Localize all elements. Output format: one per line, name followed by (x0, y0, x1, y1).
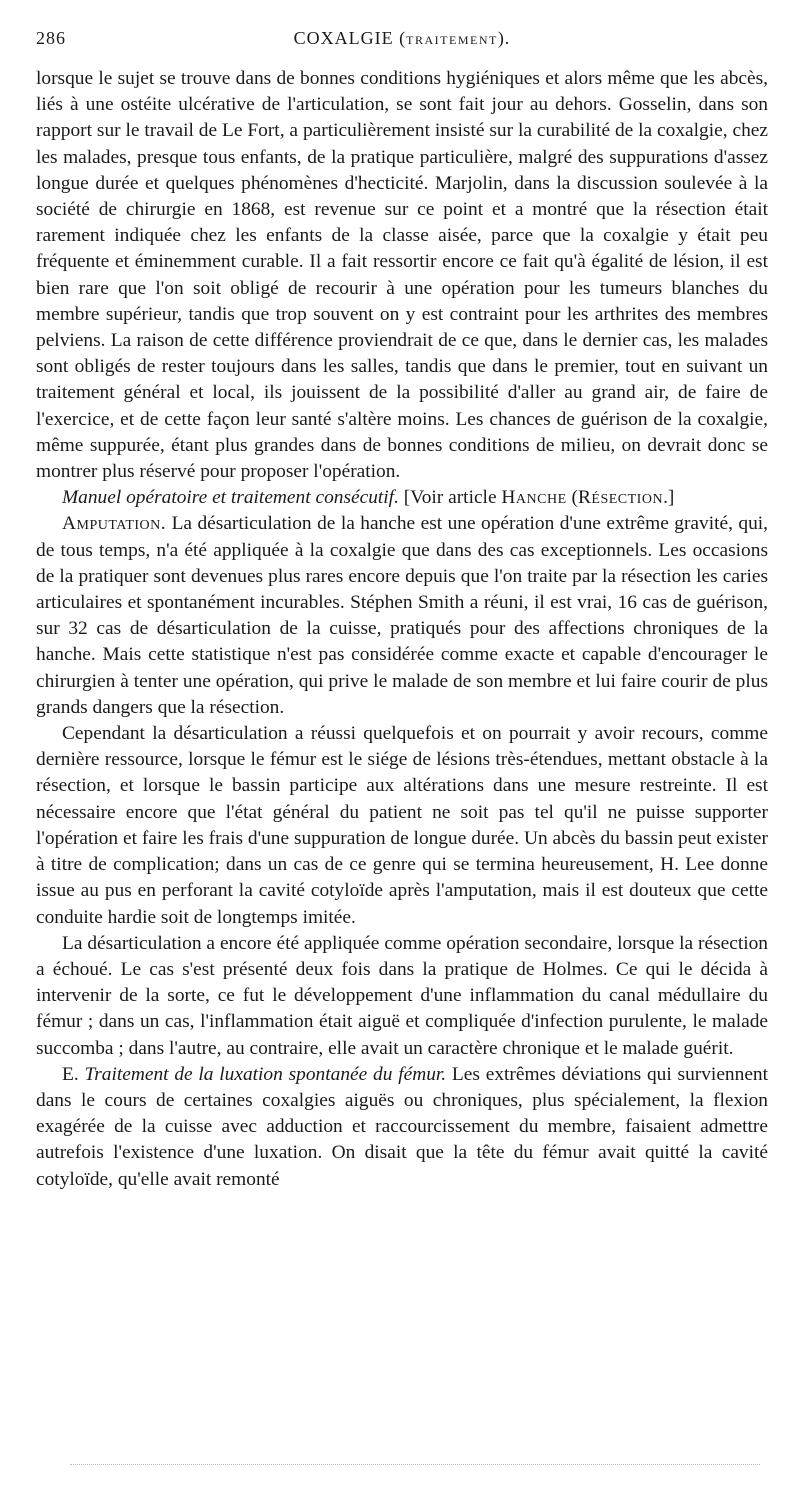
running-title-main: COXALGIE ( (293, 28, 407, 48)
amputation-text: La désarticulation de la hanche est une opération d'une extrême gravité, qui, de tous temps, n'a été appliquée à la coxalgie que dans des cas exceptionnels. Les occasions de la pratiquer sont devenues plus rares encore depuis que l'on traite par la résection les caries articulaires et spontanément incurables. Stéphen Smith a réuni, il est vrai, 16 cas de guérison, sur 32 cas de désarticulation de la cuisse, pratiqués pour des affections chroniques de la hanche. Mais cette statistique n'est pas considérée comme exacte et capable d'encourager le chirurgien à tenter une opération, qui prive le malade de son membre et lui faire courir de plus grands dangers que la résection. (36, 513, 768, 718)
amputation-heading: Amputation. (62, 513, 167, 535)
running-title-end: ). (497, 28, 511, 48)
manuel-operatoire-heading: Manuel opératoire et traitement consécutif. (62, 487, 399, 509)
body-text (36, 66, 768, 1193)
paragraph-continuation: lorsque le sujet se trouve dans de bonnes conditions hygiéniques et alors même que les abcès, liés à une ostéite ulcérative de l'articulation, se sont fait jour au dehors. Gosselin, dans son rapport sur le travail de Le Fort, a particulièrement insisté sur la curabilité de la coxalgie, chez les malades, presque tous enfants, de la pratique particulière, malgré des suppurations d'assez longue durée et quelques phénomènes d'hecticité. Marjolin, dans la discussion soulevée à la société de chirurgie en 1868, est revenue sur ce point et a montré que la résection était rarement indiquée chez les enfants de la classe aisée, parce que la coxalgie y était peu fréquente et éminemment curable. Il a fait ressortir encore ce fait qu'à égalité de lésion, il est bien rare que l'on soit obligé de recourir à une opération pour les tumeurs blanches du membre supérieur, tandis que trop souvent on y est contraint pour les arthrites des membres pelviens. La raison de cette différence proviendrait de ce que, dans le dernier cas, les malades sont obligés de rester toujours dans les salles, tandis que dans le premier, tout en suivant un traitement général et local, ils jouissent de la possibilité d'aller au grand air, de faire de l'exercice, et de cette façon leur santé s'altère moins. Les chances de guérison de la coxalgie, même suppurée, étant plus grandes dans de bonnes conditions de milieu, on devrait donc se montrer plus réservé pour proposer l'opération. (36, 68, 768, 483)
luxation-text: Les extrêmes déviations qui surviennent dans le cours de certaines coxalgies aiguës ou chroniques, plus spécialement, la flexion exagérée de la cuisse avec adduction et raccourcissement du membre, faisaient admettre autrefois l'existence d'une luxation. On disait que la tête du fémur avait quitté la cavité cotyloïde, qu'elle avait remonté (36, 1063, 769, 1190)
paragraph-amputation (36, 511, 768, 721)
cross-reference-hanche: Hanche (501, 487, 567, 509)
running-header (36, 28, 768, 56)
page (36, 28, 768, 1193)
running-title-small: TRAITEMENT (406, 33, 498, 47)
bottom-scan-artifact (70, 1464, 760, 1469)
cross-reference-close: .] (663, 487, 675, 509)
cross-reference-text: [Voir article (398, 487, 502, 509)
section-label: E. (62, 1063, 79, 1085)
cross-reference-paren: ( (566, 487, 578, 509)
paragraph-secondaire: La désarticulation a encore été appliquée comme opération secondaire, lorsque la résection a échoué. Le cas s'est présenté deux fois dans la pratique de Holmes. Ce qui le décida à intervenir de la sorte, ce fut le développement d'une inflammation du canal médullaire du fémur ; dans un cas, l'inflammation était aiguë et compliquée d'infection purulente, le malade succomba ; dans l'autre, au contraire, elle avait un caractère chronique et le malade guérit. (36, 932, 768, 1059)
page-number: 286 (36, 28, 66, 48)
luxation-heading: Traitement de la luxation spontanée du fémur. (84, 1063, 447, 1085)
paragraph-manuel-operatoire (36, 485, 768, 511)
running-title (36, 28, 768, 49)
cross-reference-resection: Résection (577, 487, 664, 509)
paragraph-luxation (36, 1062, 768, 1193)
paragraph-cependant: Cependant la désarticulation a réussi quelquefois et on pourrait y avoir recours, comme dernière ressource, lorsque le fémur est le siége de lésions très-étendues, mettant obstacle à la résection, et lorsque le bassin participe aux altérations dans une mesure restreinte. Il est nécessaire encore que l'état général du patient ne soit pas tel qu'il ne puisse supporter l'opération et faire les frais d'une suppuration de longue durée. Un abcès du bassin peut exister à titre de complication; dans un cas de ce genre qui se termina heureusement, H. Lee donne issue au pus en perforant la cavité cotyloïde après l'amputation, mais il est douteux que cette conduite hardie soit de longtemps imitée. (36, 723, 768, 928)
